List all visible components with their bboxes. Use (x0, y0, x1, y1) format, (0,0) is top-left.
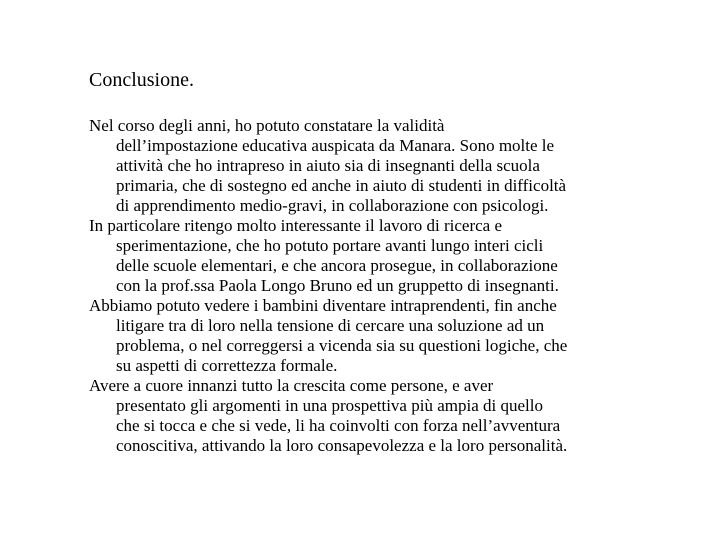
paragraph-line: litigare tra di loro nella tensione di cercare una soluzione ad un (116, 316, 545, 335)
paragraph-line: Avere a cuore innanzi tutto la crescita come persone, e aver (89, 376, 494, 395)
slide-body (89, 116, 689, 456)
paragraph-4 (89, 376, 689, 456)
paragraph-1 (89, 116, 689, 216)
paragraph-line: Abbiamo potuto vedere i bambini diventare intraprendenti, fin anche (89, 296, 557, 315)
paragraph-line: che si tocca e che si vede, li ha coinvolti con forza nell’avventura (116, 416, 561, 435)
paragraph-line: problema, o nel correggersi a vicenda sia su questioni logiche, che (116, 336, 568, 355)
paragraph-line: con la prof.ssa Paola Longo Bruno ed un gruppetto di insegnanti. (116, 276, 559, 295)
paragraph-line: delle scuole elementari, e che ancora prosegue, in collaborazione (116, 256, 558, 275)
paragraph-line: primaria, che di sostegno ed anche in aiuto di studenti in difficoltà (116, 176, 567, 195)
paragraph-line: presentato gli argomenti in una prospettiva più ampia di quello (116, 396, 543, 415)
paragraph-3 (89, 296, 689, 376)
paragraph-line: Nel corso degli anni, ho potuto constatare la validità (89, 116, 445, 135)
paragraph-line: attività che ho intrapreso in aiuto sia di insegnanti della scuola (116, 156, 540, 175)
paragraph-line: In particolare ritengo molto interessante il lavoro di ricerca e (89, 216, 503, 235)
paragraph-line: sperimentazione, che ho potuto portare avanti lungo interi cicli (116, 236, 544, 255)
paragraph-line: di apprendimento medio-gravi, in collaborazione con psicologi. (116, 196, 549, 215)
paragraph-line: su aspetti di correttezza formale. (116, 356, 338, 375)
paragraph-line: dell’impostazione educativa auspicata da Manara. Sono molte le (116, 136, 555, 155)
paragraph-line: conoscitiva, attivando la loro consapevolezza e la loro personalità. (116, 436, 568, 455)
paragraph-2 (89, 216, 689, 296)
slide-title: Conclusione. (89, 69, 194, 91)
